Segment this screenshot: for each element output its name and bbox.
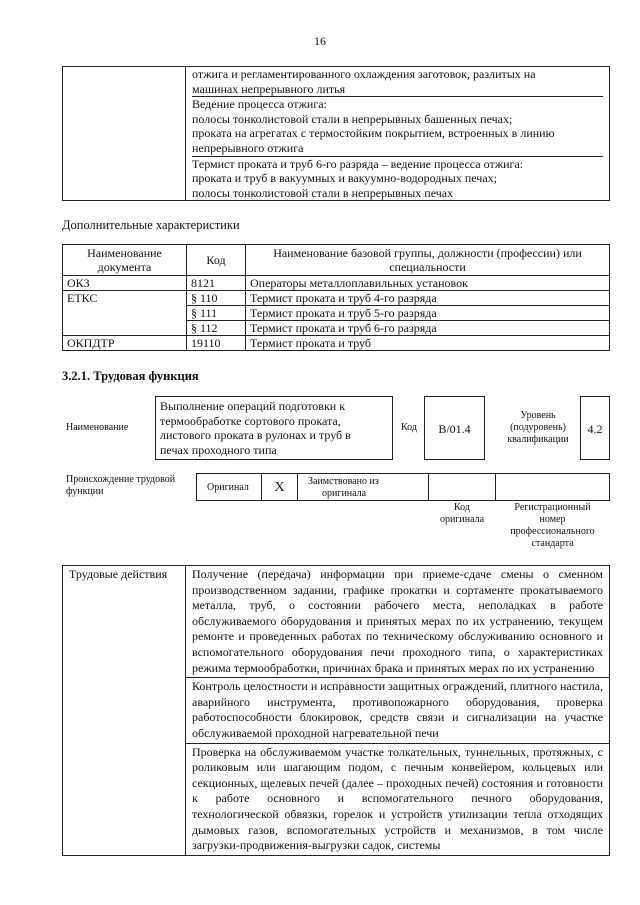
function-code-box: [424, 396, 485, 460]
code-label: Код: [401, 422, 417, 433]
continuation-label-cell: [63, 67, 186, 201]
text-line: проката на агрегатах с термостойким покрытием, встроенных в линию: [192, 126, 555, 141]
action-item: Проверка на обслуживаемом участке толкательных, туннельных, протяжных, с роликовым или шагающим подом, с печным конвейером, кольцевых или секционных, щелевых печей (далее – проходных печей) состояния и готовности к работе основного и вспомогательного печного оборудования, технологической обвязки, горелок и устройств утилизации тепла отходящих дымовых газов, вспомогательных устройств и механизмов, в том числе загрузки-продвижения-выгрузки садок, системы: [186, 743, 610, 855]
cell-name: Термист проката и труб: [246, 336, 610, 351]
action-item: Контроль целостности и исправности защитных ограждений, плитного настила, аварийного инструмента, противопожарного оборудования, проверка работоспособности блокировок, средств связи и сигнализации на участке обслуживаемой проходной нагревательной печи: [186, 678, 610, 743]
name-label: Наименование: [66, 422, 129, 433]
labor-actions-table: [62, 565, 610, 856]
code-original-label: [428, 502, 496, 526]
text-line: Происхождение трудовой: [66, 474, 176, 485]
cell-doc: ЕТКС: [63, 291, 187, 336]
original-mark-box: [261, 473, 298, 501]
cell-code: 8121: [187, 276, 246, 291]
additional-heading: Дополнительные характеристики: [62, 218, 240, 232]
header-code: Код: [187, 245, 246, 276]
cell-doc: ОКЗ: [63, 276, 187, 291]
text-line: полосы тонколистовой стали в непрерывных башенных печах;: [192, 111, 513, 126]
reg-number-label: [495, 502, 610, 550]
level-value-box: [580, 396, 610, 460]
cell-name: Операторы металлоплавильных установок: [246, 276, 610, 291]
text-line: Регистрационный: [514, 502, 591, 513]
text-line: профессионального: [510, 526, 595, 537]
cell-code: 19110: [187, 336, 246, 351]
continuation-table: [62, 66, 610, 201]
text-line: листового проката в рулонах и труб в: [160, 428, 351, 442]
borrowed-box: [297, 473, 429, 501]
table-row: [63, 336, 610, 351]
text-line: оригинала: [322, 488, 367, 499]
level-value: 4.2: [587, 422, 603, 436]
table-row: [63, 566, 610, 678]
text-line: номер: [539, 514, 566, 525]
cell-name: Термист проката и труб 6-го разряда: [246, 321, 610, 336]
text-line: (подуровень): [510, 422, 566, 433]
additional-table: [62, 244, 610, 351]
text-line: непрерывного отжига: [192, 140, 304, 155]
table-row: [63, 276, 610, 291]
code-original-box: [428, 473, 496, 501]
cell-doc: ОКПДТР: [63, 336, 187, 351]
reg-number-box: [495, 473, 610, 501]
text-line: стандарта: [531, 538, 574, 549]
text-line: отжига и регламентированного охлаждения заготовок, разлитых на: [192, 67, 536, 81]
text-line: Заимствовано из: [308, 476, 379, 487]
text-line: Уровень: [520, 410, 556, 421]
labor-actions-label: Трудовые действия: [63, 566, 186, 856]
cell-code: § 111: [187, 306, 246, 321]
level-label: [497, 410, 579, 446]
text-line: Выполнение операций подготовки к: [160, 399, 346, 413]
original-mark: X: [274, 480, 285, 495]
text-line: машинах непрерывного литья: [192, 81, 346, 96]
page-number: 16: [314, 34, 326, 48]
cell-name: Термист проката и труб 5-го разряда: [246, 306, 610, 321]
text-line: Термист проката и труб 6-го разряда – ведение процесса отжига:: [192, 156, 603, 172]
function-code-value: B/01.4: [438, 422, 471, 436]
table-row: [63, 291, 610, 306]
action-item: Получение (передача) информации при приеме-сдаче смены о сменном производственном задании, графике прокатки и сортаменте прокатываемого металла, труб, о состоянии рабочего места, неполадках в работе обслуживаемого оборудования и принятых мерах по их устранению, текущем ремонте и проведенных работах по техническому обслуживанию основного и вспомогательного оборудования печи проходного типа, о характеристиках режима термообработки, причинах брака и принятых мерах по их устранению: [186, 566, 610, 678]
text-line: печах проходного типа: [160, 442, 277, 457]
text-line: оригинала: [439, 514, 485, 525]
header-name: Наименование базовой группы, должности (профессии) или специальности: [246, 245, 610, 276]
section-title: 3.2.1. Трудовая функция: [62, 369, 199, 383]
original-box: [196, 473, 262, 501]
text-line: Код: [454, 502, 470, 513]
cell-code: § 110: [187, 291, 246, 306]
cell-name: Термист проката и труб 4-го разряда: [246, 291, 610, 306]
text-line: полосы тонколистовой стали в непрерывных печах: [192, 185, 454, 200]
cell-code: § 112: [187, 321, 246, 336]
origin-label: [66, 474, 198, 498]
text-line: термообработке сортового проката,: [160, 413, 341, 428]
original-label: Оригинал: [207, 482, 249, 493]
continuation-content-cell: [186, 67, 610, 201]
text-line: квалификации: [507, 434, 569, 445]
function-name-box: [155, 396, 393, 460]
header-doc: Наименование документа: [63, 245, 187, 276]
text-line: проката и труб в вакуумных и вакуумно-водородных печах;: [192, 171, 497, 186]
text-line: функции: [66, 486, 104, 497]
text-line: Ведение процесса отжига:: [192, 96, 603, 112]
